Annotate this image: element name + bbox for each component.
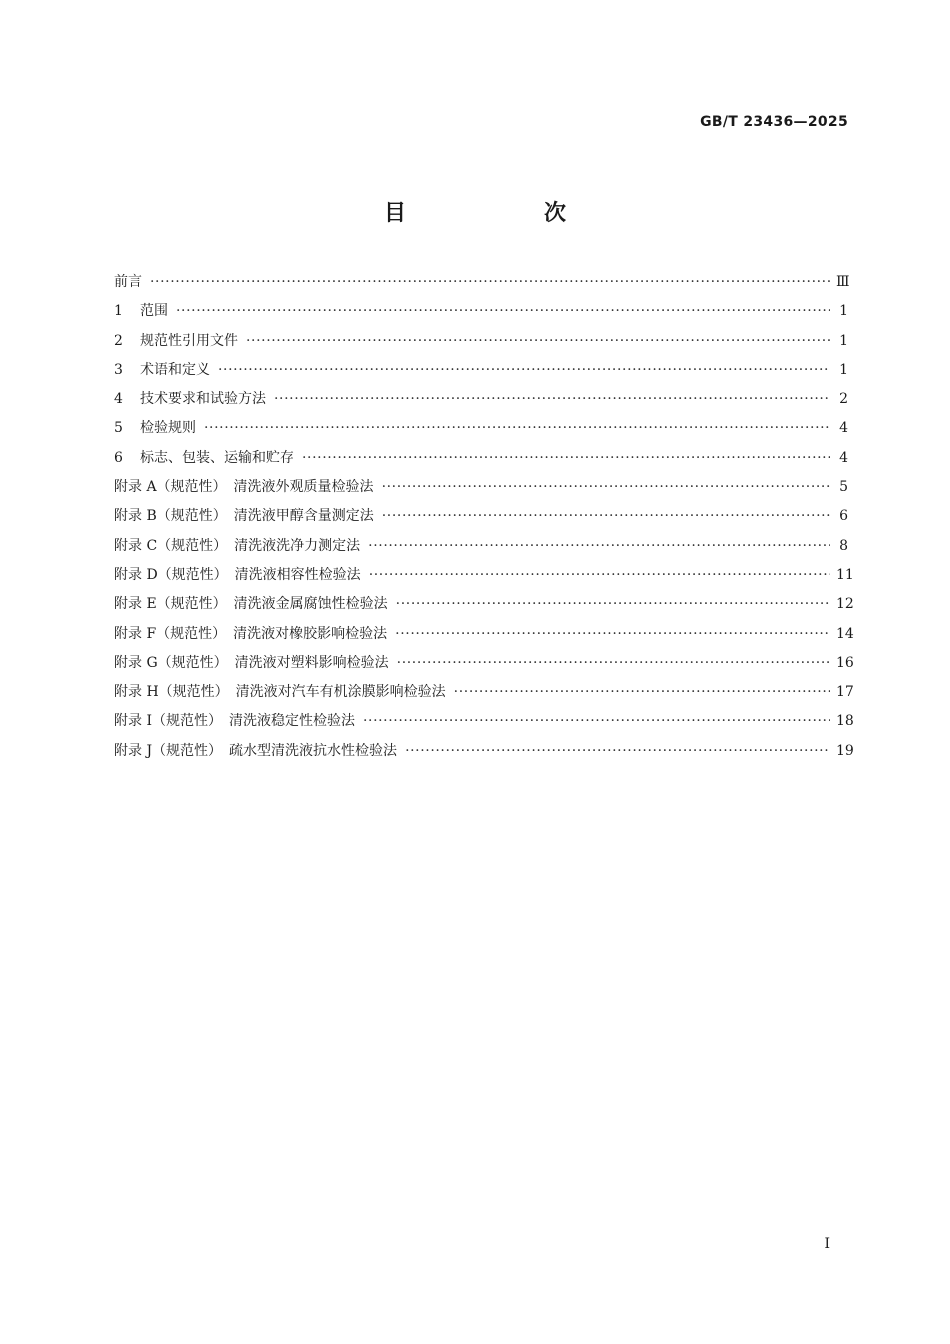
toc-entry-page: 1 [839, 332, 848, 349]
toc-entry[interactable] [114, 623, 854, 652]
toc-entry[interactable] [114, 710, 854, 739]
toc-dot-leader [368, 535, 830, 557]
toc-dot-leader [369, 564, 830, 586]
toc-dot-leader [405, 740, 830, 762]
toc-dot-leader [176, 300, 830, 322]
toc-entry[interactable] [114, 593, 854, 622]
toc-entry-number: 5 [114, 420, 123, 437]
toc-entry-number: 2 [114, 332, 123, 349]
toc-entry-label: 附录 G（规范性） 清洗液对塑料影响检验法 [114, 654, 389, 671]
toc-entry-label: 附录 I（规范性） 清洗液稳定性检验法 [114, 713, 355, 730]
toc-entry-number: 4 [114, 391, 123, 408]
toc-entry[interactable] [114, 505, 848, 534]
toc-entry-page: 4 [839, 449, 848, 466]
toc-dot-leader [363, 710, 830, 732]
toc-entry-label: 规范性引用文件 [140, 332, 238, 349]
toc-entry[interactable] [114, 417, 848, 446]
toc-entry-label: 附录 F（规范性） 清洗液对橡胶影响检验法 [114, 625, 388, 642]
toc-dot-leader [382, 476, 830, 498]
toc-entry-page: Ⅲ [836, 274, 850, 290]
toc-dot-leader [454, 681, 830, 703]
toc-entry[interactable] [114, 535, 848, 564]
toc-entry[interactable] [114, 388, 848, 417]
toc-dot-leader [395, 623, 830, 645]
toc-dot-leader [274, 388, 830, 410]
toc-dot-leader [204, 417, 830, 439]
toc-entry[interactable] [114, 359, 848, 388]
toc-dot-leader [382, 505, 830, 527]
toc-entry-page: 12 [836, 596, 854, 613]
toc-entry[interactable] [114, 564, 854, 593]
standard-code: GB/T 23436—2025 [700, 114, 848, 130]
toc-dot-leader [397, 652, 830, 674]
toc-entry-page: 5 [839, 479, 848, 496]
toc-dot-leader [218, 359, 830, 381]
toc-entry-page: 16 [836, 654, 854, 671]
toc-entry-number: 6 [114, 449, 123, 466]
toc-entry-label: 附录 D（规范性） 清洗液相容性检验法 [114, 566, 361, 583]
toc-entry[interactable] [114, 300, 848, 329]
toc-entry-page: 6 [839, 508, 848, 525]
toc-title: 目 次 [383, 201, 624, 226]
toc-entry-label: 附录 C（规范性） 清洗液洗净力测定法 [114, 537, 361, 554]
toc-entry-label: 技术要求和试验方法 [140, 391, 266, 408]
toc-entry-label: 检验规则 [140, 420, 196, 437]
toc-entry-number: 1 [114, 303, 123, 320]
toc-dot-leader [302, 447, 830, 469]
toc-entry[interactable] [114, 652, 854, 681]
toc-entry[interactable] [114, 330, 848, 359]
toc-entry-page: 4 [839, 420, 848, 437]
toc-entry-label: 范围 [140, 303, 168, 320]
toc-entry-page: 8 [839, 537, 848, 554]
toc-dot-leader [150, 271, 830, 293]
table-of-contents [114, 271, 854, 769]
toc-entry-label: 术语和定义 [140, 361, 210, 378]
toc-entry-label: 附录 B（规范性） 清洗液甲醇含量测定法 [114, 508, 374, 525]
toc-entry[interactable] [114, 740, 854, 769]
toc-entry-page: 11 [836, 566, 854, 583]
toc-entry-page: 1 [839, 303, 848, 320]
toc-entry[interactable] [114, 447, 848, 476]
toc-dot-leader [246, 330, 830, 352]
toc-entry-page: 17 [836, 684, 854, 701]
toc-entry-page: 2 [839, 391, 848, 408]
toc-entry[interactable] [114, 271, 848, 300]
toc-entry-number: 3 [114, 361, 123, 378]
toc-entry-page: 18 [836, 713, 854, 730]
toc-entry[interactable] [114, 681, 854, 710]
toc-entry-page: 14 [836, 625, 854, 642]
footer-page-number: I [824, 1236, 830, 1252]
toc-entry-label: 标志、包装、运输和贮存 [140, 449, 294, 466]
toc-entry-label: 附录 A（规范性） 清洗液外观质量检验法 [114, 479, 374, 496]
toc-entry-page: 1 [839, 361, 848, 378]
toc-entry-label: 前言 [114, 274, 142, 290]
toc-entry-label: 附录 H（规范性） 清洗液对汽车有机涂膜影响检验法 [114, 684, 446, 701]
toc-entry[interactable] [114, 476, 848, 505]
toc-dot-leader [396, 593, 830, 615]
toc-entry-label: 附录 E（规范性） 清洗液金属腐蚀性检验法 [114, 596, 388, 613]
toc-entry-page: 19 [836, 742, 854, 759]
toc-entry-label: 附录 J（规范性） 疏水型清洗液抗水性检验法 [114, 742, 398, 759]
